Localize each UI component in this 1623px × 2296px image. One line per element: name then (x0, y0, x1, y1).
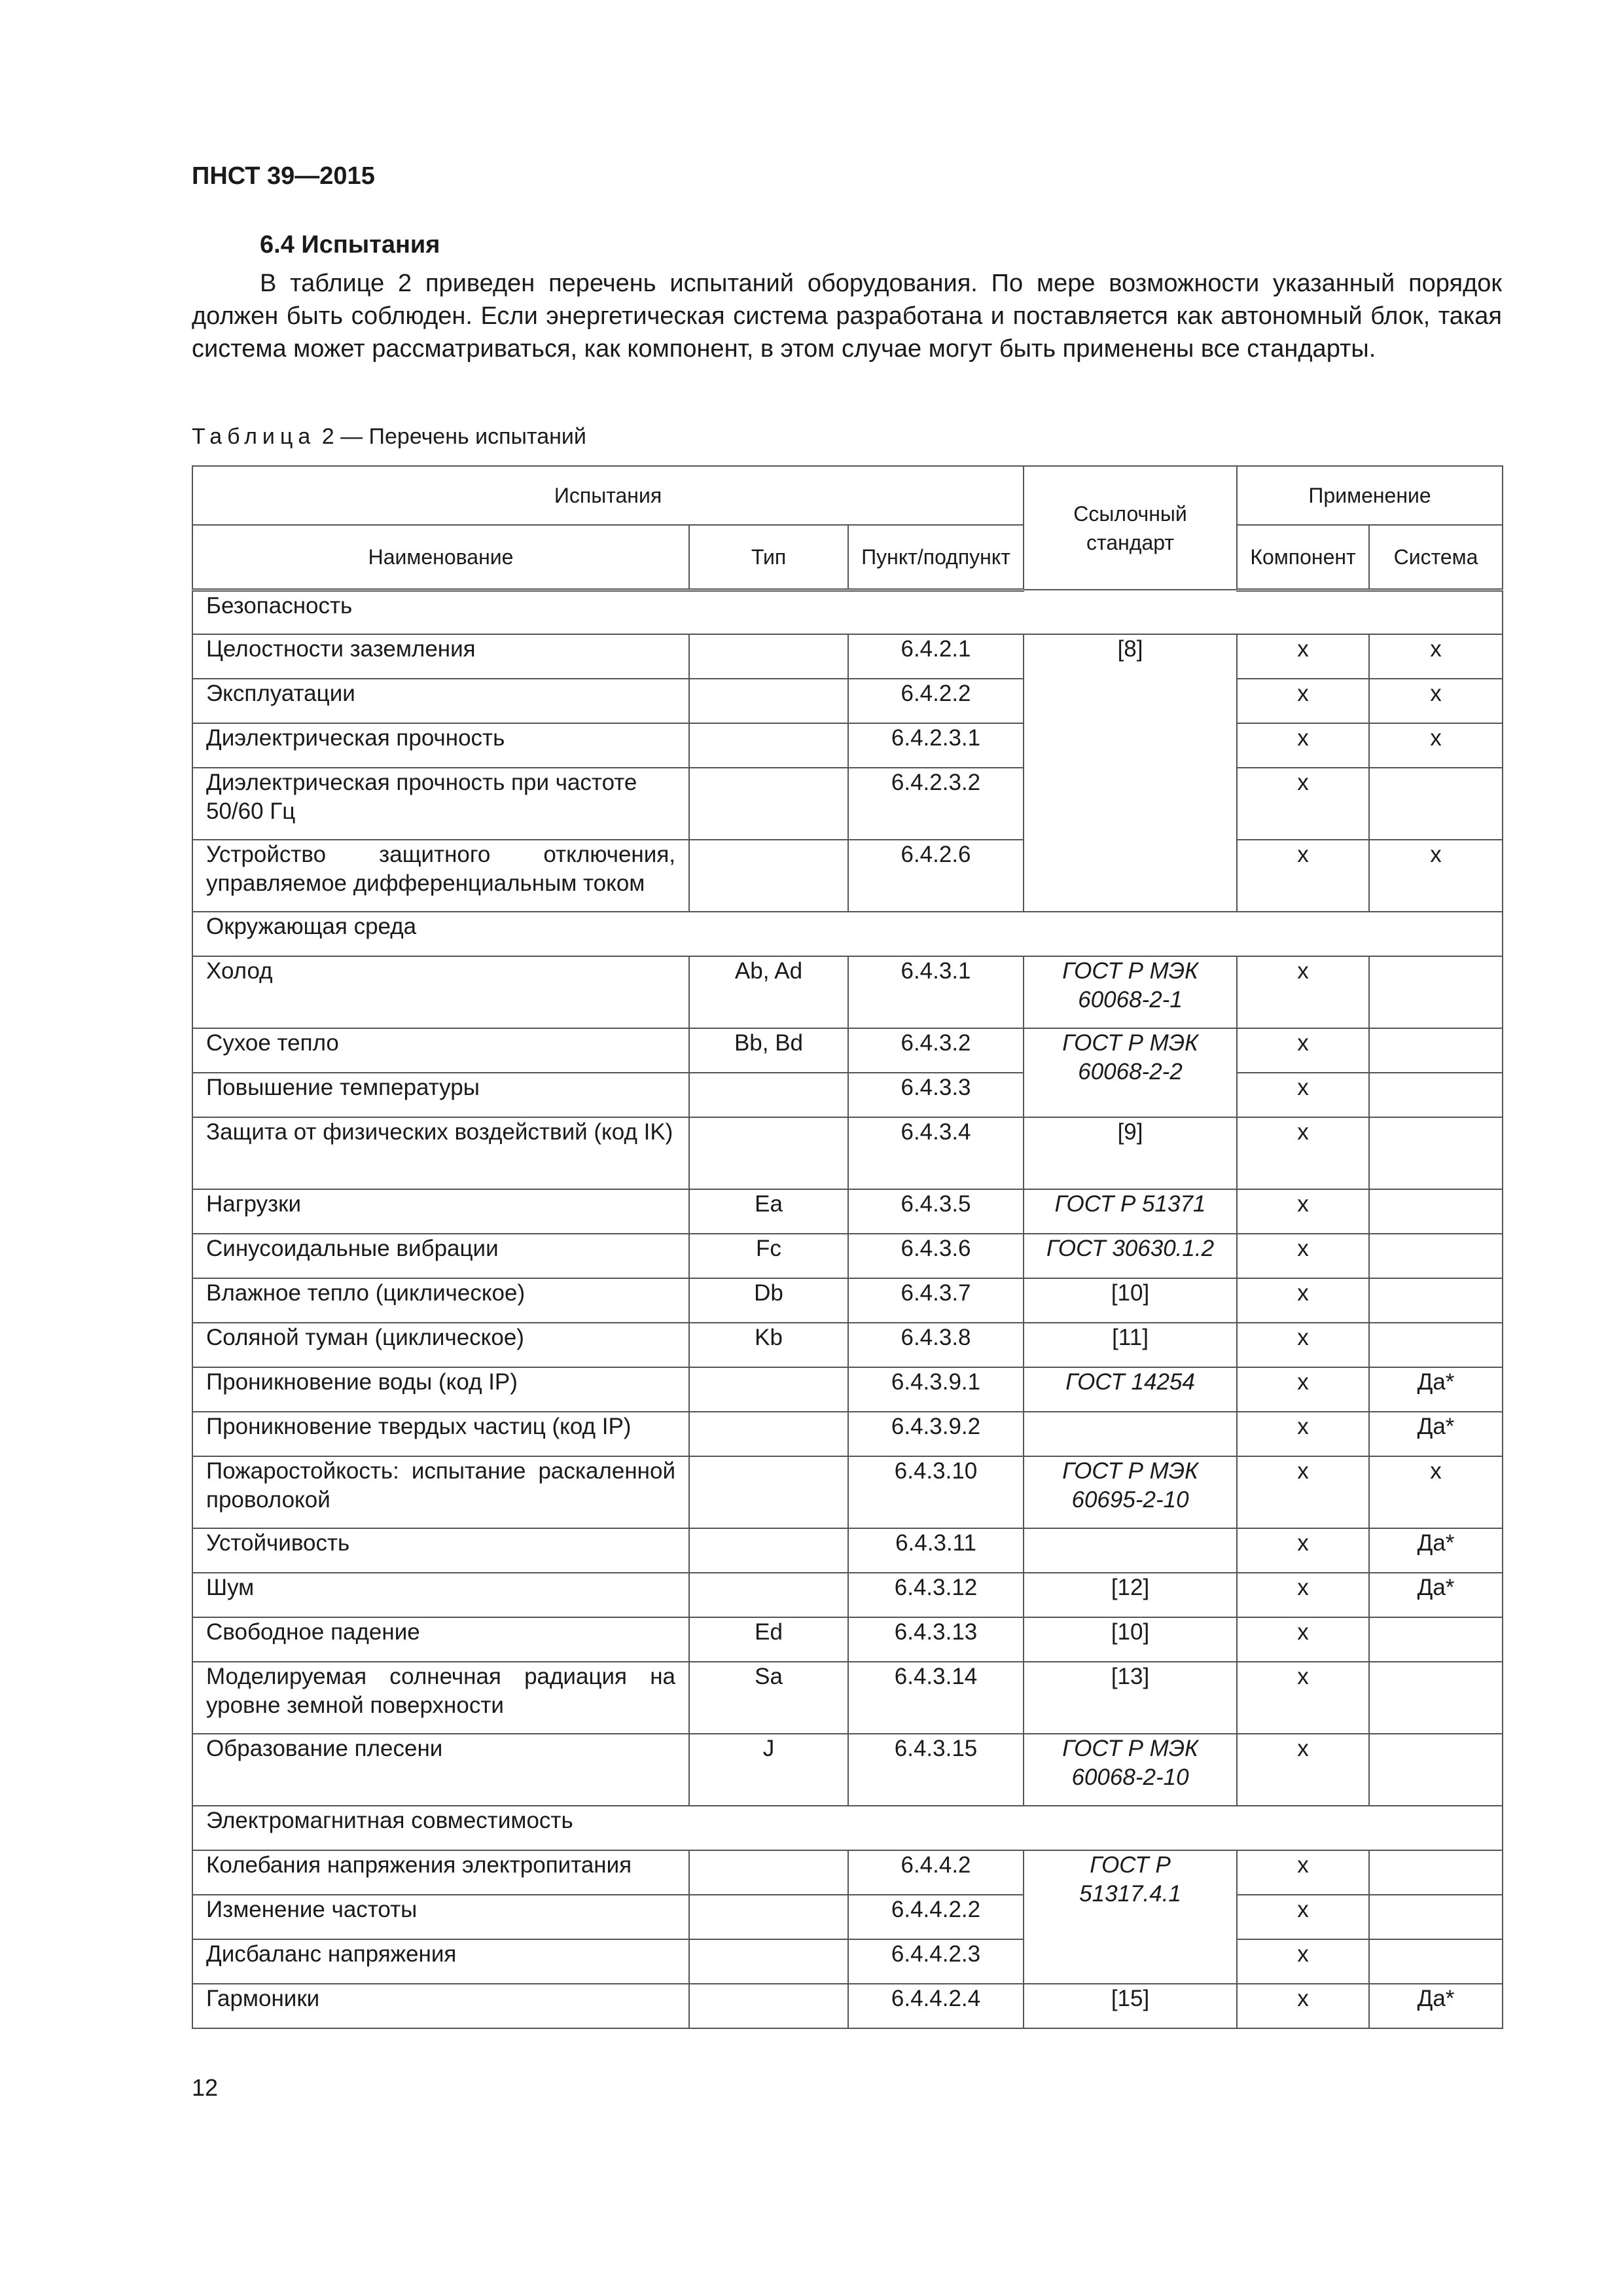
table-row (192, 840, 1503, 912)
cell-clause: 6.4.3.4 (848, 1117, 1024, 1189)
cell-type: Bb, Bd (689, 1028, 848, 1073)
cell-system (1369, 1939, 1503, 1984)
cell-type (689, 1895, 848, 1939)
cell-component: х (1237, 1117, 1369, 1189)
cell-system (1369, 1073, 1503, 1117)
cell-component: х (1237, 1939, 1369, 1984)
cell-clause: 6.4.2.3.1 (848, 723, 1024, 768)
cell-type: Ab, Ad (689, 956, 848, 1028)
cell-component: х (1237, 679, 1369, 723)
cell-name: Образование плесени (192, 1734, 689, 1806)
cell-system: х (1369, 840, 1503, 912)
cell-name: Соляной туман (циклическое) (192, 1323, 689, 1367)
cell-system (1369, 1234, 1503, 1278)
cell-ref: ГОСТ Р МЭК 60068-2-10 (1024, 1734, 1237, 1806)
table-row (192, 956, 1503, 1028)
cell-system: Да* (1369, 1367, 1503, 1412)
cell-component: х (1237, 1895, 1369, 1939)
cell-ref: [13] (1024, 1662, 1237, 1734)
cell-type: Db (689, 1278, 848, 1323)
cell-name: Повышение температуры (192, 1073, 689, 1117)
tests-table (192, 465, 1503, 2029)
cell-system (1369, 1028, 1503, 1073)
table-row (192, 1734, 1503, 1806)
section-row-environment: Окружающая среда (192, 912, 1503, 956)
cell-ref: [8] (1024, 634, 1237, 912)
section-title: 6.4 Испытания (260, 231, 440, 259)
cell-ref: [12] (1024, 1573, 1237, 1617)
table-caption-title: 2 — Перечень испытаний (315, 424, 586, 449)
cell-clause: 6.4.3.9.2 (848, 1412, 1024, 1456)
header-component: Компонент (1237, 525, 1369, 590)
cell-type (689, 840, 848, 912)
cell-name: Эксплуатации (192, 679, 689, 723)
cell-type: Fc (689, 1234, 848, 1278)
cell-system: х (1369, 634, 1503, 679)
table-row (192, 1528, 1503, 1573)
cell-name: Дисбаланс напряжения (192, 1939, 689, 1984)
page-number: 12 (192, 2074, 219, 2101)
cell-name: Свободное падение (192, 1617, 689, 1662)
header-system: Система (1369, 525, 1503, 590)
cell-type (689, 679, 848, 723)
table-row (192, 1117, 1503, 1189)
cell-component: х (1237, 956, 1369, 1028)
cell-type (689, 1528, 848, 1573)
section-row-safety: Безопасность (192, 590, 1503, 634)
table-row (192, 1456, 1503, 1528)
cell-component: х (1237, 1073, 1369, 1117)
cell-system: Да* (1369, 1984, 1503, 2028)
cell-name: Защита от физических воздействий (код IK) (192, 1117, 689, 1189)
cell-system (1369, 1117, 1503, 1189)
cell-component: х (1237, 634, 1369, 679)
cell-component: х (1237, 1028, 1369, 1073)
cell-clause: 6.4.2.1 (848, 634, 1024, 679)
cell-component: х (1237, 1278, 1369, 1323)
cell-system (1369, 1278, 1503, 1323)
table-row (192, 768, 1503, 840)
table-row (192, 1573, 1503, 1617)
header-clause: Пункт/подпункт (848, 525, 1024, 590)
cell-type: Sa (689, 1662, 848, 1734)
cell-name: Целостности заземления (192, 634, 689, 679)
cell-clause: 6.4.3.1 (848, 956, 1024, 1028)
header-name: Наименование (192, 525, 689, 590)
cell-component: х (1237, 1573, 1369, 1617)
table-row (192, 1278, 1503, 1323)
cell-component: х (1237, 1984, 1369, 2028)
table-row (192, 1662, 1503, 1734)
cell-clause: 6.4.2.6 (848, 840, 1024, 912)
cell-clause: 6.4.3.13 (848, 1617, 1024, 1662)
document-code: ПНСТ 39—2015 (192, 162, 375, 190)
cell-name: Нагрузки (192, 1189, 689, 1234)
table-row (192, 723, 1503, 768)
cell-name: Колебания напряжения электропитания (192, 1850, 689, 1895)
cell-clause: 6.4.3.12 (848, 1573, 1024, 1617)
cell-type (689, 1573, 848, 1617)
cell-system: Да* (1369, 1573, 1503, 1617)
table-caption-label: Таблица (192, 424, 316, 449)
cell-name: Устройство защитного отключения, управляемое дифференциальным током (192, 840, 689, 912)
cell-name: Диэлектрическая прочность при частоте 50/60 Гц (192, 768, 689, 840)
header-application: Применение (1237, 466, 1503, 525)
cell-clause: 6.4.3.8 (848, 1323, 1024, 1367)
cell-component: х (1237, 1528, 1369, 1573)
cell-system (1369, 1662, 1503, 1734)
cell-component: х (1237, 1850, 1369, 1895)
cell-type (689, 1367, 848, 1412)
cell-name: Холод (192, 956, 689, 1028)
cell-component: х (1237, 723, 1369, 768)
cell-component: х (1237, 1662, 1369, 1734)
cell-type (689, 1117, 848, 1189)
header-ref: Ссылочный стандарт (1024, 466, 1237, 590)
cell-clause: 6.4.3.11 (848, 1528, 1024, 1573)
cell-system: Да* (1369, 1528, 1503, 1573)
cell-ref: [10] (1024, 1278, 1237, 1323)
cell-clause: 6.4.2.2 (848, 679, 1024, 723)
cell-name: Устойчивость (192, 1528, 689, 1573)
cell-name: Сухое тепло (192, 1028, 689, 1073)
cell-system (1369, 1323, 1503, 1367)
cell-clause: 6.4.4.2.4 (848, 1984, 1024, 2028)
table-row (192, 1189, 1503, 1234)
table-row (192, 1984, 1503, 2028)
cell-clause: 6.4.3.15 (848, 1734, 1024, 1806)
cell-component: х (1237, 840, 1369, 912)
cell-type (689, 723, 848, 768)
cell-component: х (1237, 1189, 1369, 1234)
cell-type (689, 1850, 848, 1895)
cell-clause: 6.4.2.3.2 (848, 768, 1024, 840)
cell-ref (1024, 1412, 1237, 1456)
cell-system (1369, 1850, 1503, 1895)
cell-clause: 6.4.3.3 (848, 1073, 1024, 1117)
cell-type (689, 1939, 848, 1984)
cell-ref: [11] (1024, 1323, 1237, 1367)
cell-component: х (1237, 1617, 1369, 1662)
cell-clause: 6.4.3.5 (848, 1189, 1024, 1234)
table-row (192, 1073, 1503, 1117)
section-text: В таблице 2 приведен перечень испытаний оборудования. По мере возможности указанный порядок должен быть соблюден. Если энергетическая система разработана и поставляется как автономный блок, такая система может рассматриваться, как компонент, в этом случае могут быть применены все стандарты. (192, 270, 1502, 363)
table-row (192, 634, 1503, 679)
cell-ref: [15] (1024, 1984, 1237, 2028)
cell-type: Ea (689, 1189, 848, 1234)
cell-ref: [9] (1024, 1117, 1237, 1189)
cell-clause: 6.4.3.10 (848, 1456, 1024, 1528)
cell-clause: 6.4.3.7 (848, 1278, 1024, 1323)
cell-component: х (1237, 1234, 1369, 1278)
cell-component: х (1237, 1367, 1369, 1412)
cell-name: Синусоидальные вибрации (192, 1234, 689, 1278)
cell-system: Да* (1369, 1412, 1503, 1456)
cell-system (1369, 1189, 1503, 1234)
cell-name: Диэлектрическая прочность (192, 723, 689, 768)
cell-type (689, 1073, 848, 1117)
cell-name: Проникновение воды (код IP) (192, 1367, 689, 1412)
table-row (192, 1895, 1503, 1939)
cell-system (1369, 768, 1503, 840)
table-row (192, 1850, 1503, 1895)
table-row (192, 1323, 1503, 1367)
cell-name: Изменение частоты (192, 1895, 689, 1939)
cell-name: Моделируемая солнечная радиация на уровне земной поверхности (192, 1662, 689, 1734)
cell-ref (1024, 1528, 1237, 1573)
table-row (192, 679, 1503, 723)
cell-type: Kb (689, 1323, 848, 1367)
table-row (192, 1234, 1503, 1278)
cell-clause: 6.4.4.2.3 (848, 1939, 1024, 1984)
header-type: Тип (689, 525, 848, 590)
table-row (192, 1028, 1503, 1073)
cell-name: Шум (192, 1573, 689, 1617)
cell-component: х (1237, 768, 1369, 840)
cell-system (1369, 1617, 1503, 1662)
cell-component: х (1237, 1456, 1369, 1528)
section-row-emc: Электромагнитная совместимость (192, 1806, 1503, 1850)
table-caption (192, 424, 586, 450)
cell-clause: 6.4.3.9.1 (848, 1367, 1024, 1412)
cell-type: Ed (689, 1617, 848, 1662)
cell-ref: ГОСТ Р МЭК 60068-2-1 (1024, 956, 1237, 1028)
cell-clause: 6.4.3.14 (848, 1662, 1024, 1734)
table-row (192, 1367, 1503, 1412)
table-row (192, 1617, 1503, 1662)
cell-system (1369, 1734, 1503, 1806)
cell-ref: ГОСТ Р 51317.4.1 (1024, 1850, 1237, 1984)
cell-ref: ГОСТ Р МЭК 60695-2-10 (1024, 1456, 1237, 1528)
cell-system: х (1369, 723, 1503, 768)
cell-clause: 6.4.3.2 (848, 1028, 1024, 1073)
table-row (192, 1939, 1503, 1984)
cell-name: Влажное тепло (циклическое) (192, 1278, 689, 1323)
cell-type (689, 1456, 848, 1528)
cell-ref: ГОСТ 30630.1.2 (1024, 1234, 1237, 1278)
cell-ref: ГОСТ Р 51371 (1024, 1189, 1237, 1234)
cell-type (689, 768, 848, 840)
cell-system: х (1369, 679, 1503, 723)
cell-ref: ГОСТ 14254 (1024, 1367, 1237, 1412)
cell-component: х (1237, 1412, 1369, 1456)
cell-clause: 6.4.4.2 (848, 1850, 1024, 1895)
cell-name: Пожаростойкость: испытание раскаленной проволокой (192, 1456, 689, 1528)
cell-name: Гармоники (192, 1984, 689, 2028)
cell-clause: 6.4.4.2.2 (848, 1895, 1024, 1939)
cell-ref: ГОСТ Р МЭК 60068-2-2 (1024, 1028, 1237, 1117)
table-row (192, 1412, 1503, 1456)
cell-type: J (689, 1734, 848, 1806)
cell-system (1369, 1895, 1503, 1939)
cell-ref: [10] (1024, 1617, 1237, 1662)
cell-component: х (1237, 1323, 1369, 1367)
cell-clause: 6.4.3.6 (848, 1234, 1024, 1278)
cell-type (689, 1984, 848, 2028)
cell-name: Проникновение твердых частиц (код IP) (192, 1412, 689, 1456)
cell-type (689, 634, 848, 679)
cell-type (689, 1412, 848, 1456)
cell-system (1369, 956, 1503, 1028)
header-tests: Испытания (192, 466, 1024, 525)
cell-component: х (1237, 1734, 1369, 1806)
cell-system: х (1369, 1456, 1503, 1528)
